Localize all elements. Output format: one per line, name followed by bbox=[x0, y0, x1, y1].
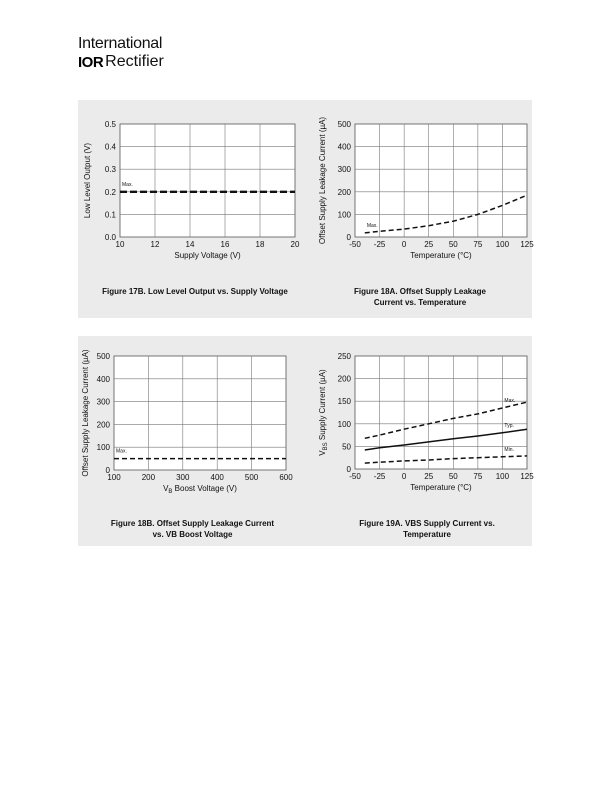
y-tick-label: 300 bbox=[96, 397, 110, 407]
y-tick-label: 0 bbox=[346, 233, 351, 242]
x-tick-label: -25 bbox=[373, 240, 386, 249]
x-tick-label: 18 bbox=[255, 240, 265, 249]
y-tick-label: 200 bbox=[337, 374, 351, 384]
series-label: Min. bbox=[504, 446, 514, 453]
x-tick-label: 400 bbox=[210, 473, 224, 482]
chart-fig17b bbox=[78, 112, 310, 277]
y-tick-label: 100 bbox=[337, 210, 351, 220]
caption-fig17b bbox=[80, 286, 310, 297]
y-tick-label: 300 bbox=[337, 165, 351, 175]
chart-fig18b bbox=[78, 346, 310, 506]
caption-fig18b bbox=[110, 518, 275, 540]
logo-line-1: International bbox=[78, 35, 163, 52]
caption-text: Figure 18A. Offset Supply Leakage Current vs. Temperature bbox=[353, 287, 487, 307]
series-label: Max. bbox=[366, 222, 378, 229]
y-tick-label: 0 bbox=[346, 465, 351, 474]
x-tick-label: 75 bbox=[473, 240, 483, 249]
chart-fig19a bbox=[315, 346, 540, 506]
logo-mark: IOR bbox=[78, 53, 104, 71]
y-axis-label: $V_{BS}$ Supply Current (µA) bbox=[318, 369, 329, 456]
y-tick-label: 0.2 bbox=[104, 187, 116, 197]
series-label: Max. bbox=[504, 397, 516, 404]
y-axis-label: Offset Supply Leakage Current (µA) bbox=[318, 116, 327, 245]
plot-area bbox=[355, 356, 527, 469]
y-tick-label: 100 bbox=[337, 419, 351, 429]
y-tick-label: 0.3 bbox=[104, 165, 116, 175]
y-tick-label: 0.0 bbox=[104, 233, 116, 242]
x-axis-label: Temperature (°C) bbox=[410, 251, 472, 260]
company-logo bbox=[78, 36, 164, 70]
x-tick-label: 300 bbox=[176, 473, 190, 482]
logo-line-2: Rectifier bbox=[105, 53, 164, 70]
x-tick-label: 100 bbox=[495, 240, 510, 249]
series-label: Typ. bbox=[504, 422, 514, 429]
x-tick-label: 0 bbox=[401, 472, 407, 481]
y-axis-label: Low Level Output (V) bbox=[83, 142, 92, 219]
y-tick-label: 0.4 bbox=[104, 142, 116, 152]
x-tick-label: 0 bbox=[401, 240, 407, 249]
y-tick-label: 250 bbox=[337, 352, 351, 361]
series-label: Max. bbox=[122, 181, 133, 188]
x-axis-label: Supply Voltage (V) bbox=[174, 251, 241, 260]
plot-area bbox=[120, 124, 295, 237]
y-tick-label: 0.1 bbox=[104, 210, 116, 220]
y-tick-label: 100 bbox=[96, 443, 110, 453]
y-tick-label: 200 bbox=[337, 187, 351, 197]
caption-fig18a bbox=[340, 286, 500, 308]
x-tick-label: 20 bbox=[290, 240, 300, 249]
x-tick-label: 125 bbox=[520, 472, 534, 481]
x-tick-label: 100 bbox=[495, 472, 510, 481]
y-tick-label: 50 bbox=[342, 442, 351, 452]
x-tick-label: -25 bbox=[373, 472, 386, 481]
y-axis-label: Offset Supply Leakage Current (µA) bbox=[81, 349, 90, 477]
x-tick-label: 14 bbox=[185, 240, 195, 249]
chart-fig18a bbox=[315, 112, 540, 277]
x-tick-label: 600 bbox=[279, 473, 293, 482]
y-tick-label: 500 bbox=[337, 120, 351, 129]
x-tick-label: -50 bbox=[349, 240, 361, 249]
x-tick-label: 16 bbox=[220, 240, 230, 249]
y-tick-label: 400 bbox=[96, 374, 110, 384]
logo-line-2-row bbox=[78, 54, 164, 70]
x-axis-label: $V_B$ Boost Voltage (V) bbox=[163, 484, 237, 495]
caption-text: Figure 18B. Offset Supply Leakage Current vs. VB Boost Voltage bbox=[110, 519, 275, 539]
x-tick-label: 100 bbox=[107, 473, 121, 482]
x-tick-label: 500 bbox=[244, 473, 259, 482]
y-tick-label: 200 bbox=[96, 420, 110, 430]
caption-text: Figure 17B. Low Level Output vs. Supply Voltage bbox=[102, 287, 288, 296]
series-label: Max. bbox=[116, 448, 127, 455]
y-tick-label: 0 bbox=[105, 466, 110, 475]
x-tick-label: 12 bbox=[150, 240, 160, 249]
x-tick-label: 50 bbox=[448, 472, 458, 481]
y-tick-label: 500 bbox=[96, 352, 110, 361]
y-tick-label: 0.5 bbox=[104, 120, 116, 129]
x-axis-label: Temperature (°C) bbox=[410, 483, 472, 492]
x-tick-label: 25 bbox=[424, 472, 434, 481]
caption-fig19a bbox=[352, 518, 502, 540]
x-tick-label: 75 bbox=[473, 472, 483, 481]
x-tick-label: 200 bbox=[141, 473, 156, 482]
plot-area bbox=[355, 124, 527, 237]
x-tick-label: 125 bbox=[520, 240, 534, 249]
caption-text: Figure 19A. VBS Supply Current vs. Temperature bbox=[359, 519, 495, 539]
x-tick-label: 10 bbox=[115, 240, 125, 249]
x-tick-label: -50 bbox=[349, 472, 361, 481]
x-tick-label: 25 bbox=[424, 240, 434, 249]
plot-area bbox=[114, 356, 286, 470]
x-tick-label: 50 bbox=[448, 240, 458, 249]
y-tick-label: 400 bbox=[337, 142, 351, 152]
y-tick-label: 150 bbox=[337, 397, 351, 407]
